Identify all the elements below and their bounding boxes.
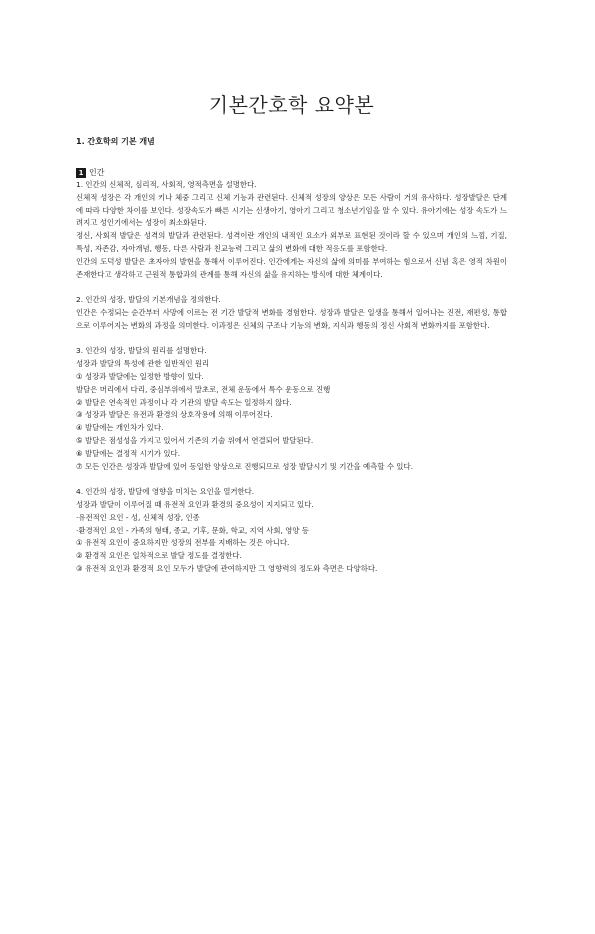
paragraph: 신체적 성장은 각 개인의 키나 체중 그리고 신체 기능과 관련된다. 신체적 성장의 양상은 모든 사람이 거의 유사하다. 성장발달은 단계에 따라 다양한 차이를 보인다. 성장속도가 빠른 시기는 신생아기, 영아기 그리고 청소년기임을 알 수 있다. 유아기에는 성장 속도가 느려지고 성인기에서는 성장이 최소화된다.: [76, 192, 507, 228]
subsection-heading: [76, 167, 507, 179]
paragraph: ·유전적인 요인 - 성, 신체적 성장, 인종: [76, 512, 200, 522]
paragraph: ⑤ 발달은 점성성을 가지고 있어서 기존의 기술 위에서 연결되어 발달된다.: [76, 435, 314, 445]
paragraph: ③ 성장과 발달은 유전과 환경의 상호작용에 의해 이루어진다.: [76, 410, 273, 420]
section-heading: 1. 간호학의 기본 개념: [76, 137, 155, 146]
paragraph-gap: [76, 473, 507, 486]
paragraph-gap: [76, 333, 507, 346]
paragraph: ·환경적인 요인 - 가족의 형태, 종교, 기후, 문화, 학교, 지역 사회, 영양 등: [76, 525, 309, 535]
paragraph: 인간의 도덕성 발달은 초자아의 발현을 통해서 이루어진다. 인간에게는 자신의 삶에 의미를 부여하는 힘으로서 신념 혹은 영적 차원이 존재한다고 생각하고 근원적 통합과의 관계를 통해 자신의 삶을 유지하는 방식에 대한 체계이다.: [76, 256, 507, 279]
paragraph: ③ 유전적 요인과 환경적 요인 모두가 발달에 관여하지만 그 영향력의 정도와 측면은 다양하다.: [76, 563, 378, 573]
numbered-square-icon: 1: [76, 168, 86, 178]
paragraph: ④ 발달에는 개인차가 있다.: [76, 423, 164, 433]
paragraph: 4. 인간의 성장, 발달에 영향을 미치는 요인을 열거한다.: [76, 487, 255, 497]
document-title: 기본간호학 요약본: [208, 93, 375, 117]
paragraph: ① 성장과 발달에는 일정한 방향이 있다.: [76, 371, 204, 381]
paragraph: ② 발달은 연속적인 과정이나 각 기관의 발달 속도는 일정하지 않다.: [76, 397, 292, 407]
paragraph: 발달은 머리에서 다리, 중심부위에서 말초로, 전체 운동에서 특수 운동으로 진행: [76, 384, 331, 394]
paragraph: ⑦ 모든 인간은 성장과 발달에 있어 동일한 양상으로 진행되므로 성장 발달시기 및 기간을 예측할 수 있다.: [76, 461, 413, 471]
paragraph: ② 환경적 요인은 일차적으로 발달 정도를 결정한다.: [76, 551, 242, 561]
subsection-label: 인간: [89, 168, 105, 177]
paragraph: ① 유전적 요인이 중요하지만 성장의 전부를 지배하는 것은 아니다.: [76, 538, 290, 548]
paragraph: 1. 인간의 신체적, 심리적, 사회적, 영적측면을 설명한다.: [76, 180, 257, 189]
paragraph: 2. 인간의 성장, 발달의 기본개념을 정의한다.: [76, 295, 221, 305]
paragraph-gap: [76, 281, 507, 294]
document-page: [0, 92, 595, 934]
paragraph: 정신, 사회적 발달은 성격의 발달과 관련된다. 성격이란 개인의 내적인 요소가 외부로 표현된 것이라 할 수 있으며 개인의 느낌, 기질, 특성, 자존감, 자아개념, 행동, 다른 사람과 친교능력 그리고 삶의 변화에 대한 적응도를 포함한다.: [76, 231, 507, 253]
paragraph: 3. 인간의 성장, 발달의 원리를 설명한다.: [76, 346, 207, 356]
document-body: [76, 179, 507, 576]
paragraph: ⑥ 발달에는 결정적 시기가 있다.: [76, 448, 181, 458]
paragraph: 인간은 수정되는 순간부터 사망에 이르는 전 기간 발달적 변화를 경험한다. 성장과 발달은 일생을 통해서 일어나는 진전, 재편성, 통합으로 이루어지는 변화의 과정을 의미한다. 이과정은 신체의 구조나 기능의 변화, 지식과 행동의 정신 사회적 변화까지를 포함한다.: [76, 307, 507, 330]
paragraph: 성장과 발달의 특성에 관한 일반적인 원리: [76, 359, 210, 369]
paragraph: 성장과 발달이 이루어질 때 유전적 요인과 환경의 중요성이 지지되고 있다.: [76, 499, 314, 509]
